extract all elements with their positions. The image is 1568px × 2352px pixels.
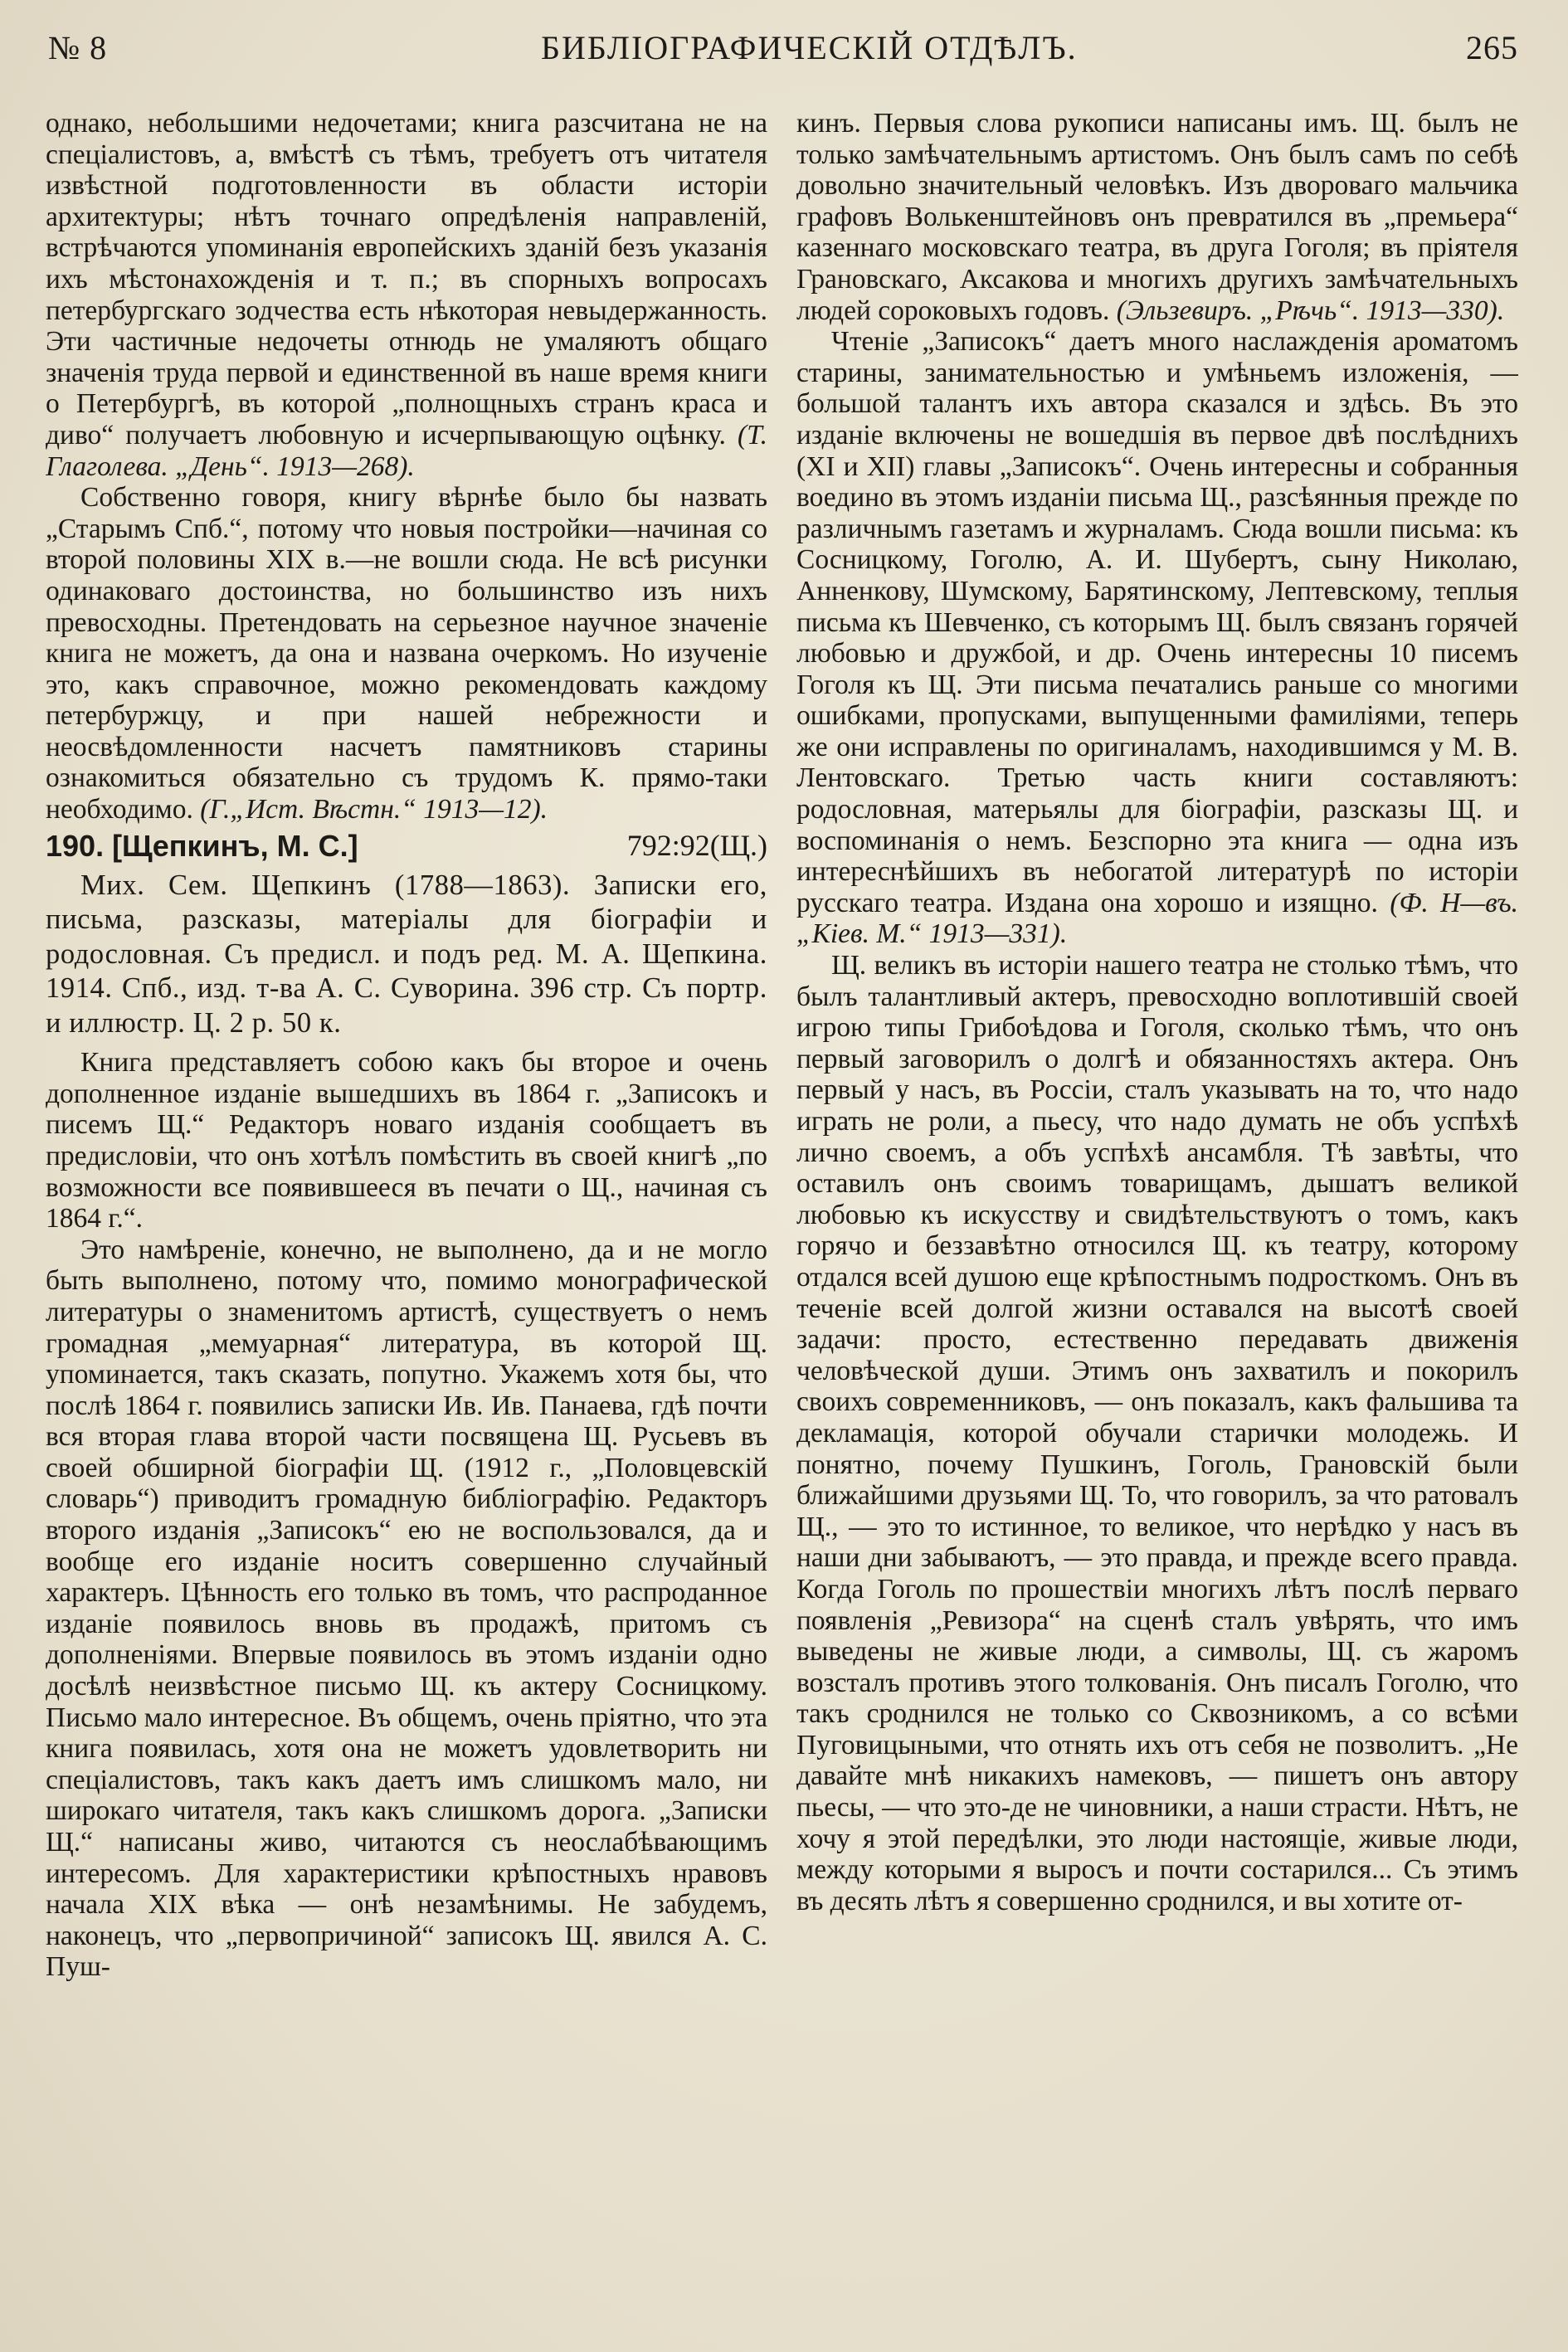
paragraph-text: однако, небольшими недочетами; книга разсчитана не на спеціалистовъ, а, вмѣстѣ съ тѣмъ, требуетъ отъ читателя извѣстной подготовленности въ области исторіи архитектуры; нѣтъ точнаго опредѣленія направленій, встрѣчаются упоминанія европейскихъ зданій безъ указанія ихъ мѣстонахожденія и т. п.; въ спорныхъ вопросахъ петербургскаго зодчества есть нѣкоторая невыдержанность. Эти частичные недочеты отнюдь не умаляютъ общаго значенія труда первой и единственной въ наше время книги о Петербургѣ, въ которой „полнощныхъ странъ краса и диво“ получаетъ любовную и исчерпывающую оцѣнку. xyxy=(46,108,767,450)
entry-heading xyxy=(46,830,767,865)
paragraph-text: Чтеніе „Записокъ“ даетъ много наслажденія ароматомъ старины, занимательностью и умѣньемъ изложенія, — большой талантъ ихъ автора сказался и здѣсь. Въ это изданіе включены не вошедшія въ первое двѣ послѣднихъ (XI и XII) главы „Записокъ“. Очень интересны и собранныя воедино въ этомъ изданіи письма Щ., разсѣянныя прежде по различнымъ газетамъ и журналамъ. Сюда вошли письма: къ Сосницкому, Гоголю, А. И. Шубертъ, сыну Николаю, Анненкову, Шумскому, Барятинскому, Лептевскому, теплыя письма къ Шевченко, съ которымъ Щ. былъ связанъ горячей любовью и дружбой, и др. Очень интересны 10 писемъ Гоголя къ Щ. Эти письма печатались раньше со многими ошибками, пропусками, выпущенными фамиліями, теперь же они исправлены по оригиналамъ, находившимся у М. В. Лентовскаго. Третью часть книги составляютъ: родословная, матерьялы для біографіи, разсказы Щ. и воспоминанія о немъ. Безспорно эта книга — одна изъ интереснѣйшихъ въ небогатой литературѣ по исторіи русскаго театра. Издана она хорошо и изящно. xyxy=(796,326,1518,918)
bibliographic-description: Мих. Сем. Щепкинъ (1788—1863). Записки его, письма, разсказы, матеріалы для біографіи и родословная. Съ предисл. и подъ ред. М. А. Щепкина. 1914. Спб., изд. т-ва А. С. Суворина. 396 стр. Съ портр. и иллюстр. Ц. 2 р. 50 к. xyxy=(46,869,767,1039)
paragraph xyxy=(796,108,1518,326)
entry-classification: 792:92(Щ.) xyxy=(626,828,767,862)
section-title: БИБЛІОГРАФИЧЕСКІЙ ОТДѢЛЪ. xyxy=(541,29,1078,66)
paragraph: Это намѣреніе, конечно, не выполнено, да и не могло быть выполнено, потому что, помимо монографической литературы о знаменитомъ артистѣ, существуетъ о немъ громадная „мемуарная“ литература, въ которой Щ. упоминается, такъ сказать, попутно. Укажемъ хотя бы, что послѣ 1864 г. появились записки Ив. Ив. Панаева, гдѣ почти вся вторая глава второй части посвящена Щ. Русьевъ въ своей обширной біографіи Щ. (1912 г., „Половцевскій словарь“) приводитъ громадную библіографію. Редакторъ второго изданія „Записокъ“ ею не воспользовался, да и вообще его изданіе носитъ совершенно случайный характеръ. Цѣнность его только въ томъ, что распроданное изданіе появилось вновь въ продажѣ, притомъ съ дополненіями. Впервые появилось въ этомъ изданіи одно досѣлѣ неизвѣстное письмо Щ. къ актеру Сосницкому. Письмо мало интересное. Въ общемъ, очень пріятно, что эта книга появилась, хотя она не можетъ удовлетворить ни спеціалистовъ, такъ какъ даетъ имъ слишкомъ мало, ни широкаго читателя, такъ какъ слишкомъ дорога. „Записки Щ.“ написаны живо, читаются съ неослабѣвающимъ интересомъ. Для характеристики крѣпостныхъ нравовъ начала XIX вѣка — онѣ незамѣнимы. Не забудемъ, наконецъ, что „первопричиной“ записокъ Щ. явился А. С. Пуш- xyxy=(46,1234,767,1983)
page-number: 265 xyxy=(1466,29,1518,66)
paragraph xyxy=(46,108,767,482)
citation: (Ф. Н—въ. „Кіев. М.“ 1913—331). xyxy=(796,887,1518,950)
paragraph-text: Собственно говоря, книгу вѣрнѣе было бы назвать „Старымъ Спб.“, потому что новыя постройки—начиная со второй половины XIX в.—не вошли сюда. Не всѣ рисунки одинаковаго достоинства, но большинство изъ нихъ превосходны. Претендовать на серьезное научное значеніе книга не можетъ, да она и названа очеркомъ. Но изученіе это, какъ справочное, можно рекомендовать каждому петербуржцу, и при нашей небрежности и неосвѣдомленности насчетъ памятниковъ старины ознакомиться обязательно съ трудомъ К. прямо-таки необходимо. xyxy=(46,482,767,825)
paragraph xyxy=(796,326,1518,950)
paragraph: Книга представляетъ собою какъ бы второе и очень дополненное изданіе вышедшихъ въ 1864 г. „Записокъ и писемъ Щ.“ Редакторъ новаго изданія сообщаетъ въ предисловіи, что онъ хотѣлъ помѣстить въ своей книгѣ „по возможности все появившееся въ печати о Щ., начиная съ 1864 г.“. xyxy=(46,1047,767,1234)
paragraph xyxy=(46,482,767,825)
citation: (Т. Глаголева. „День“. 1913—268). xyxy=(46,419,767,482)
running-header xyxy=(33,28,1518,78)
paragraph-text: кинъ. Первыя слова рукописи написаны имъ. Щ. былъ не только замѣчательнымъ артистомъ. Онъ былъ самъ по себѣ довольно значительный человѣкъ. Изъ двороваго мальчика графовъ Волькенштейновъ онъ превратился въ „премьера“ казеннаго московскаго театра, въ друга Гоголя; въ пріятеля Грановскаго, Аксакова и многихъ другихъ замѣчательныхъ людей сороковыхъ годовъ. xyxy=(796,108,1518,326)
right-column xyxy=(796,108,1518,2331)
paragraph: Щ. великъ въ исторіи нашего театра не столько тѣмъ, что былъ талантливый актеръ, превосходно воплотившій своей игрою типы Грибоѣдова и Гоголя, сколько тѣмъ, что онъ первый заговорилъ о долгѣ и обязанностяхъ актера. Онъ первый у насъ, въ Россіи, сталъ указывать на то, что надо играть не роли, а пьесу, что надо думать не объ успѣхѣ лично своемъ, а объ успѣхѣ ансамбля. Тѣ завѣты, что оставилъ онъ своимъ товарищамъ, дышатъ великой любовью къ искусству и свидѣтельствуютъ о томъ, какъ горячо и беззавѣтно относился Щ. къ театру, которому отдался всей душою еще крѣпостнымъ подросткомъ. Онъ въ теченіе всей долгой жизни оставался на высотѣ своей задачи: просто, естественно передавать движенія человѣческой души. Этимъ онъ захватилъ и покорилъ своихъ современниковъ, — онъ показалъ, какъ фальшива та декламація, которой обучали старички молодежь. И понятно, почему Пушкинъ, Гоголь, Грановскій были ближайшими друзьями Щ. То, что говорилъ, за что ратовалъ Щ., — это то истинное, то великое, что нерѣдко у насъ въ наши дни забываютъ, — это правда, и прежде всего правда. Когда Гоголь по прошествіи многихъ лѣтъ послѣ перваго появленія „Ревизора“ на сценѣ сталъ увѣрять, что имъ выведены не живые люди, а символы, Щ. съ жаромъ возсталъ противъ этого толкованія. Онъ писалъ Гоголю, что такъ сроднился не только со Сквозникомъ, а со всѣми Пуговицыными, что отнять ихъ отъ себя не позволитъ. „Не давайте мнѣ никакихъ намековъ, — пишетъ онъ автору пьесы, — что это-де не чиновники, а наши страсти. Нѣтъ, не хочу я этой передѣлки, это люди настоящіе, живые люди, между которыми я выросъ и почти состарился... Съ этимъ въ десять лѣтъ я совершенно сроднился, и вы хотите от- xyxy=(796,950,1518,1916)
citation: (Эльзевиръ. „Рѣчь“. 1913—330). xyxy=(1116,295,1505,326)
entry-number-name: 190. [Щепкинъ, М. С.] xyxy=(46,828,358,863)
left-column xyxy=(46,108,767,2331)
citation: (Г.„Ист. Вѣстн.“ 1913—12). xyxy=(200,794,548,825)
issue-number: № 8 xyxy=(48,29,108,66)
